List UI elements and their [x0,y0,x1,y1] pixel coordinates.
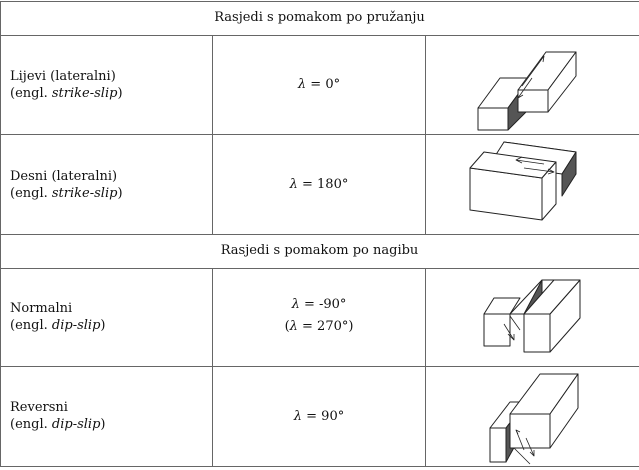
rake-alt-value: (λ = 270°) [284,319,354,334]
fault-name: Normalni [10,301,73,316]
table-rule [0,366,639,367]
table-rule [0,268,639,269]
table-rule [425,35,426,234]
table-rule [0,234,639,235]
fault-english-term: (engl. dip-slip) [10,417,106,432]
fault-name: Reversni [10,400,68,415]
reverse-fault-block-icon [486,368,584,466]
right-lateral-fault-block-icon [464,138,588,232]
table-rule [0,466,639,467]
fault-name: Desni (lateralni) [10,169,118,184]
fault-name-cell [10,300,210,334]
table-rule [0,35,639,36]
rake-value: λ = -90° (λ = 270°) [213,294,425,338]
rake-value: λ = 180° [289,177,349,192]
fault-english-term: (engl. dip-slip) [10,318,106,333]
normal-fault-block-icon [480,276,584,360]
table-rule [0,1,1,466]
fault-name-cell [10,68,210,102]
table-rule [425,268,426,466]
table-rule [0,1,639,2]
fault-name: Lijevi (lateralni) [10,69,116,84]
fault-name-cell [10,399,210,433]
table-rule [212,35,213,234]
fault-english-term: (engl. strike-slip) [10,186,123,201]
fault-name-cell [10,168,210,202]
left-lateral-fault-block-icon [468,38,583,132]
section-title-dip-slip: Rasjedi s pomakom po nagibu [220,243,419,258]
rake-value: λ = 0° [297,77,341,92]
section-title-strike-slip: Rasjedi s pomakom po pružanju [214,10,425,25]
fault-english-term: (engl. strike-slip) [10,86,123,101]
rake-value: λ = 90° [293,409,345,424]
table-rule [0,134,639,135]
